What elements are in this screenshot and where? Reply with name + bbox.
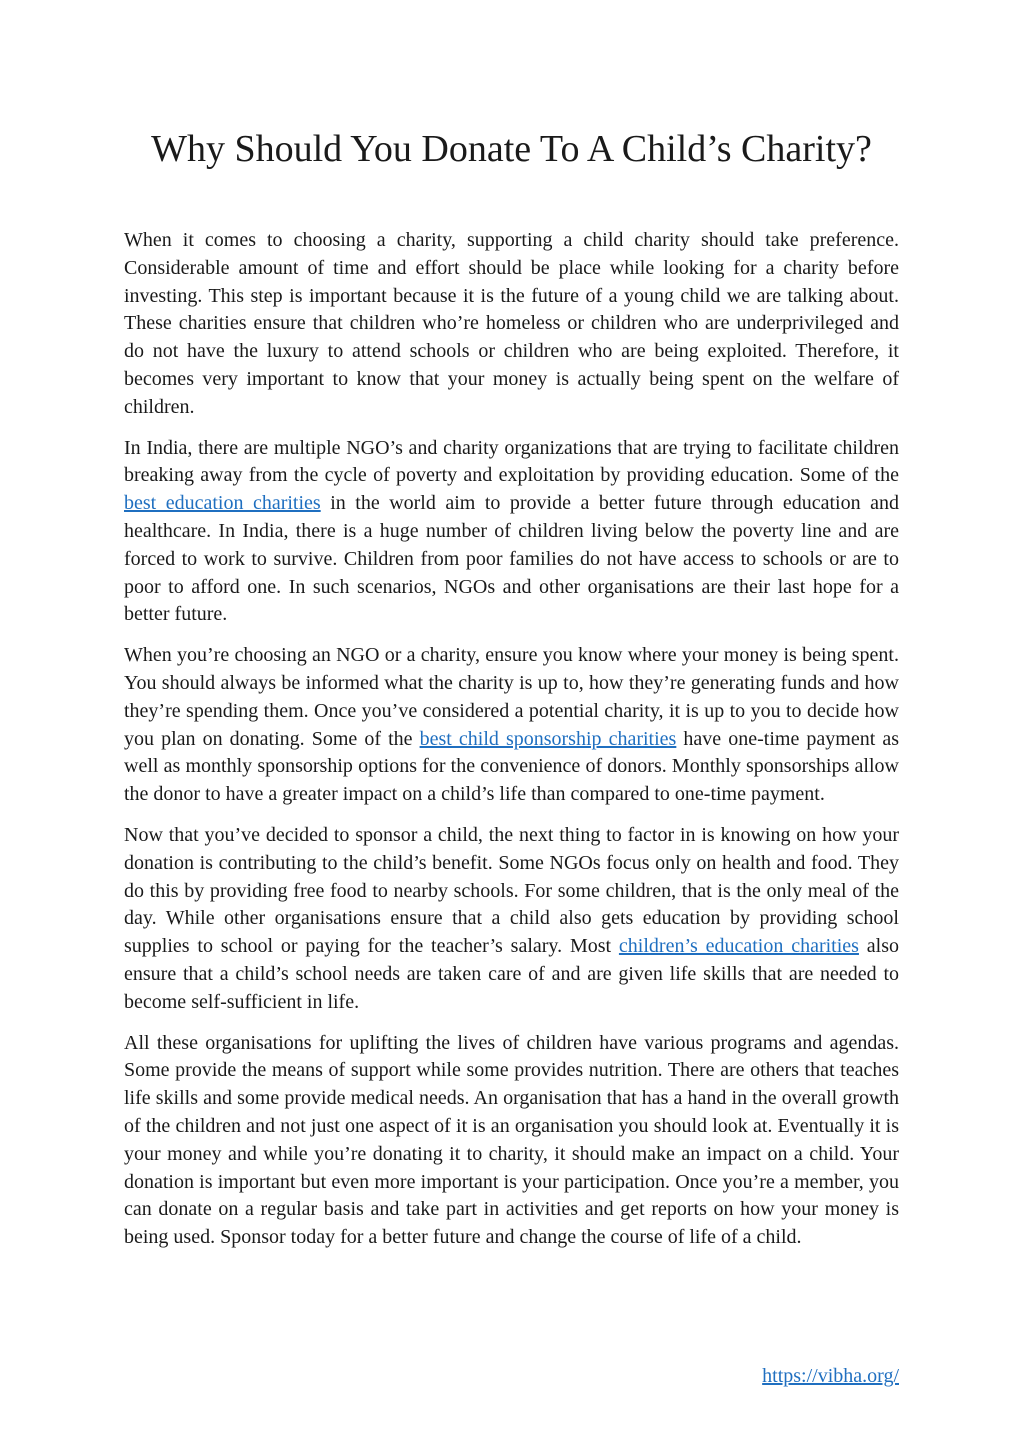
paragraph-5: All these organisations for uplifting the lives of children have various programs and agendas. Some provide the means of support while some provides nutrition. There are others that teaches life skills and some provide medical needs. An organisation that has a hand in the overall growth of the children and not just one aspect of it is an organisation you should look at. Eventually it is your money and while you’re donating it to charity, it should make an impact on a child. Your donation is important but even more important is your participation. Once you’re a member, you can donate on a regular basis and take part in activities and get reports on how your money is being used. Sponsor today for a better future and change the course of life of a child.	[124, 1031, 899, 1249]
childrens-education-charities-link[interactable]: children’s education charities	[618, 935, 859, 958]
page-title: Why Should You Donate To A Child’s Charity?	[151, 128, 872, 170]
footer-website-link[interactable]: https://vibha.org/	[762, 1365, 899, 1387]
article-body	[124, 227, 899, 1265]
best-education-charities-link[interactable]: best education charities	[124, 492, 321, 515]
best-child-sponsorship-charities-link[interactable]: best child sponsorship charities	[419, 727, 677, 750]
paragraph-2-text-after: in the world aim to provide a better future through education and healthcare. In India, there is a huge number of children living below the poverty line and are forced to work to survive. Children from poor families do not have access to schools or are to poor to afford one. In such scenarios, NGOs and other organisations are their last hope for a better future.	[124, 492, 899, 626]
paragraph-1: When it comes to choosing a charity, supporting a child charity should take preference. Considerable amount of time and effort should be place while looking for a charity before investing. This step is important because it is the future of a young child we are talking about. These charities ensure that children who’re homeless or children who are underprivileged and do not have the luxury to attend schools or children who are being exploited. Therefore, it becomes very important to know that your money is actually being spent on the welfare of children.	[124, 229, 899, 418]
paragraph-2-text-before: In India, there are multiple NGO’s and charity organizations that are trying to facilitate children breaking away from the cycle of poverty and exploitation by providing education. Some of the	[124, 436, 899, 487]
paragraph-4-text-before: Now that you’ve decided to sponsor a child, the next thing to factor in is knowing on how your donation is contributing to the child’s benefit. Some NGOs focus only on health and food. They do this by providing free food to nearby schools. For some children, that is the only meal of the day. While other organisations ensure that a child also gets education by providing school supplies to school or paying for the teacher’s salary. Most	[124, 823, 899, 958]
paragraph-2	[124, 435, 899, 630]
paragraph-4	[124, 822, 899, 1017]
paragraph-3-text-after: have one-time payment as well as monthly sponsorship options for the convenience of donors. Monthly sponsorships allow the donor to have a greater impact on a child’s life than compared to one-time payment.	[124, 727, 899, 806]
paragraph-4-text-after: also ensure that a child’s school needs are taken care of and are given life skills that are needed to become self-sufficient in life.	[124, 935, 900, 1013]
paragraph-3	[124, 642, 899, 809]
paragraph-3-text-before: When you’re choosing an NGO or a charity, ensure you know where your money is being spent. You should always be informed what the charity is up to, how they’re generating funds and how they’re spending them. Once you’ve considered a potential charity, it is up to you to decide how you plan on donating. Some of the	[124, 644, 899, 750]
